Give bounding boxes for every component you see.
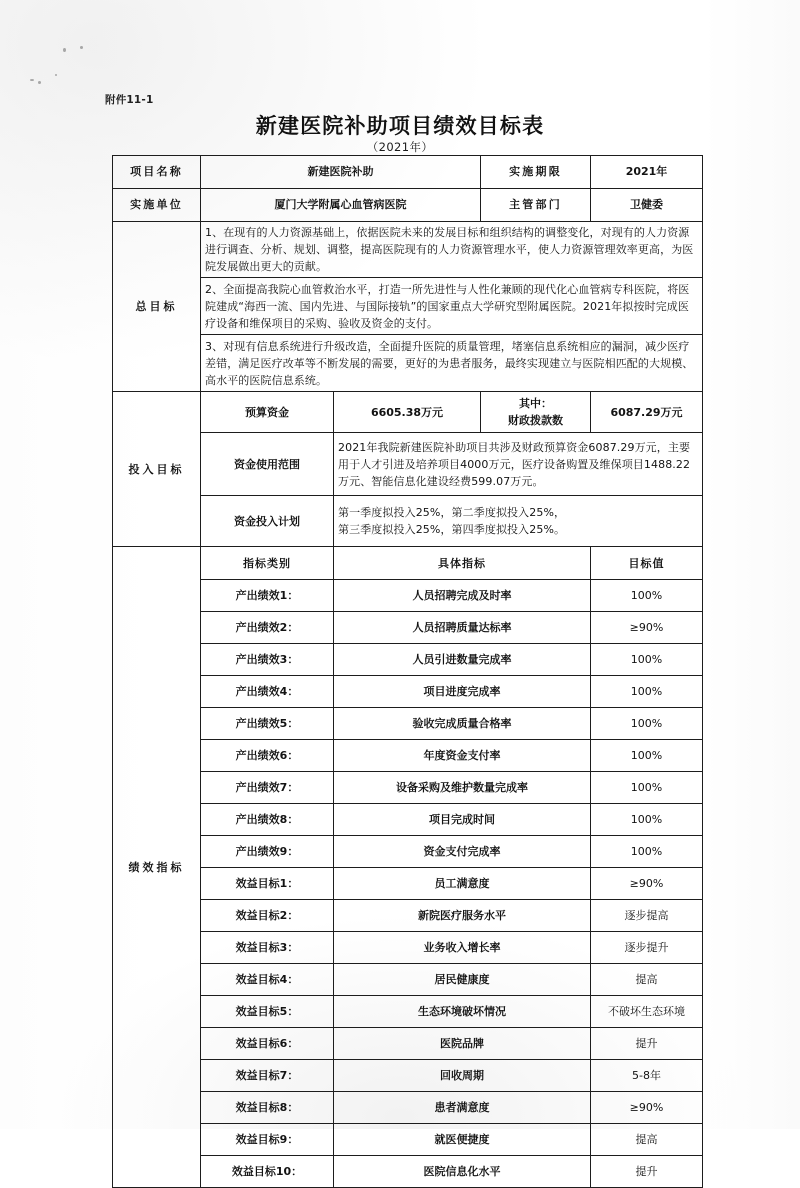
indicator-category: 效益目标7： (201, 1060, 334, 1092)
indicator-target-value: 100% (591, 836, 703, 868)
indicator-category: 产出绩效9： (201, 836, 334, 868)
indicator-category: 效益目标4： (201, 964, 334, 996)
project-name-label: 项目名称 (113, 156, 201, 189)
indicator-target-value: 100% (591, 644, 703, 676)
indicator-target-value: ≥90% (591, 1092, 703, 1124)
indicator-target-value: 提升 (591, 1156, 703, 1188)
investment-plan-value (334, 496, 703, 547)
table-row-indicator (113, 740, 703, 772)
dept-label: 主管部门 (481, 189, 591, 222)
table-row-overall-goal-1 (113, 222, 703, 278)
indicator-target-value: 100% (591, 676, 703, 708)
indicator-category: 产出绩效1： (201, 580, 334, 612)
table-row-budget (113, 392, 703, 433)
table-row-performance-header (113, 547, 703, 580)
page-subtitle: （2021年） (366, 140, 434, 154)
indicator-target-value: 不破坏生态环境 (591, 996, 703, 1028)
table-row-indicator (113, 612, 703, 644)
unit-label: 实施单位 (113, 189, 201, 222)
indicator-name: 项目进度完成率 (334, 676, 591, 708)
table-row-indicator (113, 644, 703, 676)
dept-value: 卫健委 (591, 189, 703, 222)
period-label: 实施期限 (481, 156, 591, 189)
scan-speck (80, 46, 83, 49)
table-row-investment-plan (113, 496, 703, 547)
scan-speck (38, 81, 41, 84)
indicator-target-value: 100% (591, 580, 703, 612)
indicator-category: 效益目标3： (201, 932, 334, 964)
indicator-name: 居民健康度 (334, 964, 591, 996)
indicator-target-value: 逐步提高 (591, 900, 703, 932)
scan-speck (30, 79, 34, 81)
indicator-category: 效益目标5： (201, 996, 334, 1028)
page-title: 新建医院补助项目绩效目标表 (255, 114, 545, 138)
indicator-category: 产出绩效8： (201, 804, 334, 836)
overall-goal-label: 总目标 (113, 222, 201, 392)
indicator-target-value: 提高 (591, 964, 703, 996)
indicator-target-value: 逐步提升 (591, 932, 703, 964)
indicator-name: 验收完成质量合格率 (334, 708, 591, 740)
table-row-indicator (113, 996, 703, 1028)
indicator-category: 效益目标1： (201, 868, 334, 900)
indicator-category: 效益目标6： (201, 1028, 334, 1060)
indicator-name: 设备采购及维护数量完成率 (334, 772, 591, 804)
indicator-category: 产出绩效3： (201, 644, 334, 676)
table-row-indicator (113, 804, 703, 836)
table-row-usage-scope (113, 433, 703, 496)
table-row-indicator (113, 1092, 703, 1124)
column-header-category: 指标类别 (201, 547, 334, 580)
indicator-target-value: 100% (591, 708, 703, 740)
indicator-category: 产出绩效4： (201, 676, 334, 708)
table-row-indicator (113, 868, 703, 900)
investment-plan-label: 资金投入计划 (201, 496, 334, 547)
fiscal-appropriation-label (481, 392, 591, 433)
indicator-category: 产出绩效7： (201, 772, 334, 804)
scan-speck (55, 74, 57, 76)
indicator-target-value: 5-8年 (591, 1060, 703, 1092)
indicator-target-value: ≥90% (591, 612, 703, 644)
indicator-target-value: 提升 (591, 1028, 703, 1060)
indicator-category: 效益目标10： (201, 1156, 334, 1188)
indicator-name: 人员招聘完成及时率 (334, 580, 591, 612)
table-row-indicator (113, 708, 703, 740)
indicator-category: 效益目标8： (201, 1092, 334, 1124)
indicator-target-value: 100% (591, 740, 703, 772)
performance-target-table (112, 155, 703, 1188)
investment-plan-line-2: 第三季度拟投入25%，第四季度拟投入25%。 (338, 523, 566, 537)
indicator-name: 项目完成时间 (334, 804, 591, 836)
budget-value: 6605.38万元 (334, 392, 481, 433)
overall-goal-paragraph-3: 3、对现有信息系统进行升级改造，全面提升医院的质量管理，堵塞信息系统相应的漏洞，减少医疗差错，满足医疗改革等不断发展的需要，更好的为患者服务，最终实现建立与医院相匹配的大规模、高水平的医院信息系统。 (201, 335, 703, 392)
usage-scope-label: 资金使用范围 (201, 433, 334, 496)
indicator-category: 产出绩效5： (201, 708, 334, 740)
scan-speck (63, 48, 66, 52)
indicator-name: 新院医疗服务水平 (334, 900, 591, 932)
usage-scope-value: 2021年我院新建医院补助项目共涉及财政预算资金6087.29万元，主要用于人才引进及培养项目4000万元，医疗设备购置及维保项目1488.22万元、智能信息化建设经费599.07万元。 (334, 433, 703, 496)
table-row-indicator (113, 1156, 703, 1188)
indicator-category: 效益目标9： (201, 1124, 334, 1156)
fiscal-appropriation-label-line2: 财政拨款数 (508, 414, 563, 428)
table-row-overall-goal-2 (113, 278, 703, 335)
indicator-name: 患者满意度 (334, 1092, 591, 1124)
indicator-target-value: 100% (591, 804, 703, 836)
indicator-name: 医院品牌 (334, 1028, 591, 1060)
project-name-value: 新建医院补助 (201, 156, 481, 189)
indicator-name: 人员招聘质量达标率 (334, 612, 591, 644)
indicator-name: 人员引进数量完成率 (334, 644, 591, 676)
indicator-name: 就医便捷度 (334, 1124, 591, 1156)
table-row-unit (113, 189, 703, 222)
table-row-indicator (113, 676, 703, 708)
indicator-category: 产出绩效6： (201, 740, 334, 772)
indicator-category: 产出绩效2： (201, 612, 334, 644)
indicator-name: 业务收入增长率 (334, 932, 591, 964)
table-row-project-name (113, 156, 703, 189)
table-row-indicator (113, 1124, 703, 1156)
fiscal-appropriation-label-line1: 其中： (519, 397, 552, 411)
investment-plan-line-1: 第一季度拟投入25%，第二季度拟投入25%， (338, 506, 566, 520)
fiscal-appropriation-value: 6087.29万元 (591, 392, 703, 433)
indicator-category: 效益目标2： (201, 900, 334, 932)
table-row-indicator (113, 1060, 703, 1092)
table-row-indicator (113, 772, 703, 804)
table-row-indicator (113, 932, 703, 964)
indicator-name: 年度资金支付率 (334, 740, 591, 772)
table-row-indicator (113, 1028, 703, 1060)
table-row-overall-goal-3 (113, 335, 703, 392)
column-header-indicator: 具体指标 (334, 547, 591, 580)
overall-goal-paragraph-2: 2、全面提高我院心血管救治水平，打造一所先进性与人性化兼顾的现代化心血管病专科医院，将医院建成“海西一流、国内先进、与国际接轨”的国家重点大学研究型附属医院。2021年拟按时完成医疗设备和维保项目的采购、验收及资金的支付。 (201, 278, 703, 335)
indicator-name: 生态环境破坏情况 (334, 996, 591, 1028)
performance-label: 绩效指标 (113, 547, 201, 1188)
table-row-indicator (113, 900, 703, 932)
input-goal-label: 投入目标 (113, 392, 201, 547)
indicator-name: 资金支付完成率 (334, 836, 591, 868)
table-row-indicator (113, 964, 703, 996)
table-row-indicator (113, 580, 703, 612)
indicator-name: 医院信息化水平 (334, 1156, 591, 1188)
indicator-target-value: ≥90% (591, 868, 703, 900)
table-row-indicator (113, 836, 703, 868)
column-header-target: 目标值 (591, 547, 703, 580)
overall-goal-paragraph-1: 1、在现有的人力资源基础上，依据医院未来的发展目标和组织结构的调整变化，对现有的人力资源进行调查、分析、规划、调整，提高医院现有的人力资源管理水平，使人力资源管理效率更高，为医院发展做出更大的贡献。 (201, 222, 703, 278)
unit-value: 厦门大学附属心血管病医院 (201, 189, 481, 222)
budget-label: 预算资金 (201, 392, 334, 433)
indicator-target-value: 提高 (591, 1124, 703, 1156)
indicator-name: 员工满意度 (334, 868, 591, 900)
indicator-target-value: 100% (591, 772, 703, 804)
indicator-name: 回收周期 (334, 1060, 591, 1092)
period-value: 2021年 (591, 156, 703, 189)
attachment-label: 附件11-1 (105, 94, 154, 106)
